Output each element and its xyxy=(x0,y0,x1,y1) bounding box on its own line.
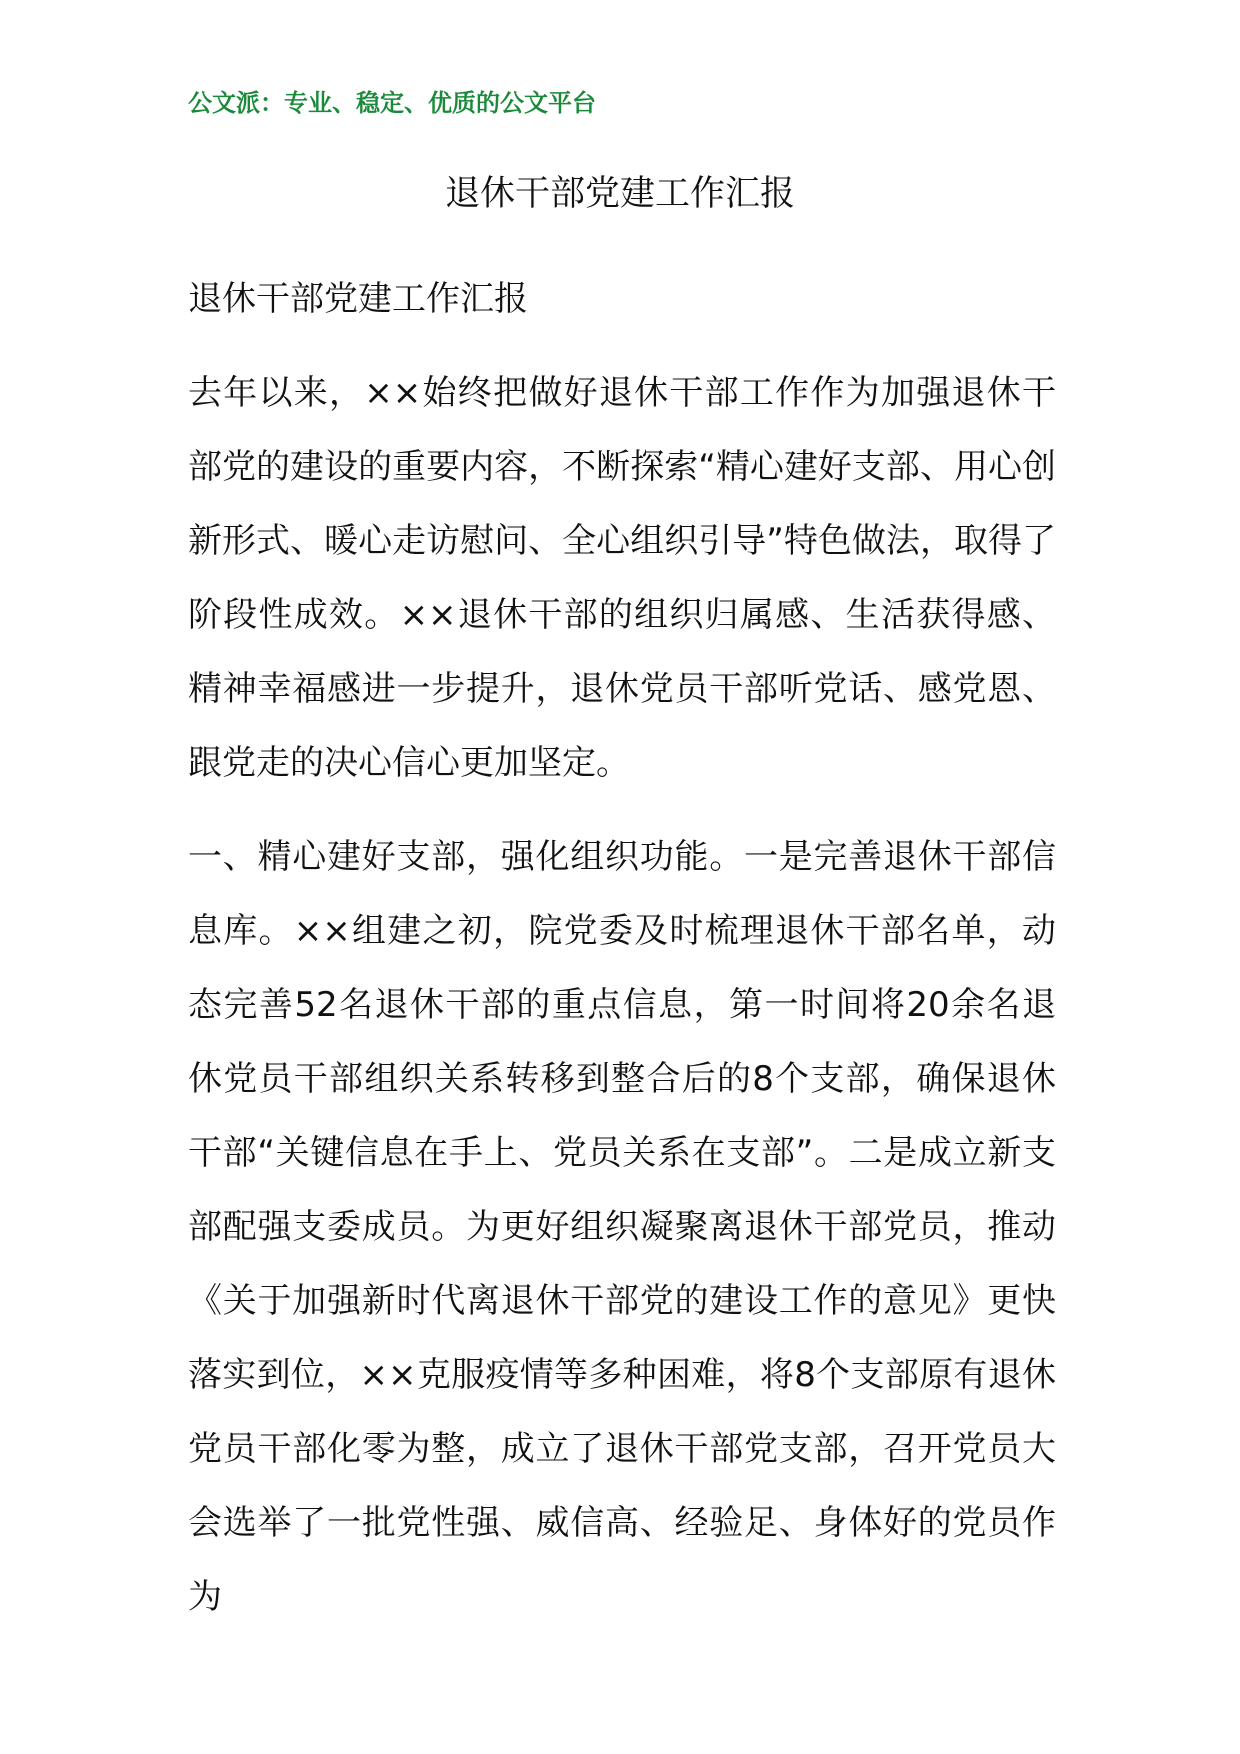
intro-paragraph: 去年以来，××始终把做好退休干部工作作为加强退休干部党的建设的重要内容，不断探索“精心建好支部、用心创新形式、暖心走访慰问、全心组织引导”特色做法，取得了阶段性成效。××退休干部的组织归属感、生活获得感、精神幸福感进一步提升，退休党员干部听党话、感党恩、跟党走的决心信心更加坚定。 xyxy=(188,373,1056,783)
document-body xyxy=(188,262,1056,1654)
document-title: 退休干部党建工作汇报 xyxy=(444,174,795,214)
subtitle-paragraph: 退休干部党建工作汇报 xyxy=(188,279,528,319)
brand-header: 公文派：专业、稳定、优质的公文平台 xyxy=(188,89,596,117)
section-one-paragraph: 一、精心建好支部，强化组织功能。一是完善退休干部信息库。××组建之初，院党委及时梳理退休干部名单，动态完善52名退休干部的重点信息，第一时间将20余名退休党员干部组织关系转移到整合后的8个支部，确保退休干部“关键信息在手上、党员关系在支部”。二是成立新支部配强支委成员。为更好组织凝聚离退休干部党员，推动《关于加强新时代离退休干部党的建设工作的意见》更快落实到位，××克服疫情等多种困难，将8个支部原有退休党员干部化零为整，成立了退休干部党支部，召开党员大会选举了一批党性强、威信高、经验足、身体好的党员作为 xyxy=(188,837,1056,1617)
